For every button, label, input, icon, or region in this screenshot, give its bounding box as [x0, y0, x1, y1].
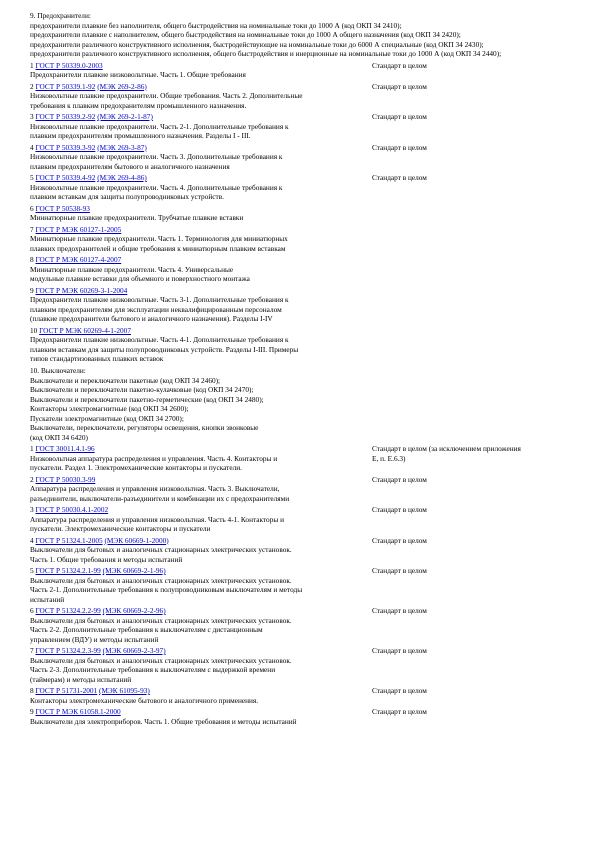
- entry-number: 2: [30, 81, 34, 91]
- status-line: Стандарт в целом: [372, 566, 427, 575]
- status-line: Стандарт в целом: [372, 60, 427, 70]
- entry-description: Низковольтные плавкие предохранители. Общие требования. Часть 2. Дополнительные: [30, 91, 303, 100]
- entry-header: [30, 173, 370, 183]
- intro-line: (код ОКП 34 6420): [30, 432, 88, 442]
- standard-link[interactable]: ГОСТ Р 50339.1-92: [35, 81, 96, 91]
- status-line: Стандарт в целом: [372, 505, 427, 514]
- standard-entry: [30, 225, 566, 254]
- status-line: Стандарт в целом (за исключением приложения: [372, 444, 521, 453]
- iec-reference-link[interactable]: (МЭК 60669-2-3-97): [102, 646, 166, 655]
- status-line: Стандарт в целом: [372, 142, 427, 152]
- standard-link[interactable]: ГОСТ Р 50030.4.1-2002: [35, 505, 109, 514]
- entry-header: [30, 606, 370, 616]
- intro-line: Выключатели и переключатели пакетно-герметические (код ОКП 34 2480);: [30, 394, 264, 404]
- status-line: Стандарт в целом: [372, 686, 427, 695]
- entry-header: [30, 646, 370, 656]
- entry-description: Выключатели для бытовых и аналогичных стационарных электрических установок.: [30, 655, 292, 665]
- entry-main: [30, 326, 370, 364]
- entry-description: Часть 2-3. Дополнительные требования к выключателям с выдержкой времени: [30, 665, 276, 674]
- standard-link[interactable]: ГОСТ Р 51324.2.3-99: [35, 646, 101, 655]
- entry-number: 2: [30, 474, 34, 484]
- entry-status: [370, 566, 566, 604]
- standard-entry: [30, 112, 566, 141]
- entry-description: пускатели. Электромеханические контакторы и пускатели: [30, 524, 211, 533]
- entry-number: 6: [30, 203, 34, 213]
- intro-line: предохранители различного конструктивного исполнения, быстродействующие на номинальные токи до 6000 А специальные (код ОКП 34 2430);: [30, 39, 484, 49]
- entry-description: плавким предохранителям промышленного назначения. Разделы I - III.: [30, 131, 251, 140]
- status-line: Стандарт в целом: [372, 173, 427, 182]
- entry-description: требования к плавким предохранителям промышленного назначения.: [30, 100, 247, 110]
- iec-reference-link[interactable]: (МЭК 269-2-1-87): [97, 112, 153, 121]
- entry-description: плавких предохранителей и общие требования к миниатюрным плавким вставкам: [30, 243, 286, 253]
- iec-reference-link[interactable]: (МЭК 60669-2-2-96): [102, 606, 166, 615]
- entry-main: [30, 566, 370, 604]
- standard-entry: [30, 255, 566, 284]
- entry-number: 8: [30, 686, 34, 695]
- standard-link[interactable]: ГОСТ Р 50538-93: [35, 203, 90, 213]
- entry-status: [370, 475, 566, 504]
- status-line: Стандарт в целом: [372, 606, 427, 615]
- entry-description: Низковольтные плавкие предохранители. Часть 4. Дополнительные требования к: [30, 182, 283, 192]
- entry-header: [30, 225, 370, 235]
- entry-description: модульные плавкие вставки для объемного и поверхностного монтажа: [30, 274, 250, 283]
- intro-line: предохранители плавкие без наполнителя, общего быстродействия на номинальные токи до 1000 А (код ОКП 34 2410);: [30, 20, 402, 30]
- entry-header: [30, 326, 370, 336]
- status-line: Стандарт в целом: [372, 81, 427, 91]
- standard-link[interactable]: ГОСТ Р МЭК 60269-3-1-2004: [35, 285, 128, 295]
- entry-description: управлением (ВДУ) и методы испытаний: [30, 634, 159, 644]
- entry-status: [370, 225, 566, 254]
- iec-reference-link[interactable]: (МЭК 269-3-87): [97, 142, 147, 152]
- entry-main: [30, 204, 370, 223]
- entry-main: [30, 606, 370, 644]
- entry-header: [30, 707, 370, 717]
- entry-description: (плавкие предохранители бытового и аналогичного назначения). Разделы I-IV: [30, 314, 273, 323]
- entry-description: плавким вставкам для защиты полупроводниковых устройств. Разделы I-III. Примеры: [30, 344, 299, 354]
- entry-header: [30, 444, 370, 454]
- entry-status: [370, 112, 566, 141]
- entry-number: 5: [30, 173, 34, 182]
- entry-main: [30, 536, 370, 565]
- entry-description: разъединители, выключатели-разъединители и комбинации их с предохранителями: [30, 493, 290, 503]
- entry-header: [30, 82, 370, 92]
- entry-main: [30, 475, 370, 504]
- standard-link[interactable]: ГОСТ 30011.4.1-96: [35, 444, 95, 453]
- intro-line: 9. Предохранители:: [30, 11, 91, 20]
- entry-number: 9: [30, 707, 34, 716]
- standard-entry: [30, 505, 566, 534]
- section-1: [30, 11, 566, 364]
- status-line: Стандарт в целом: [372, 646, 427, 655]
- entry-description: Предохранители плавкие низковольтные. Часть 3-1. Дополнительные требования к: [30, 295, 289, 304]
- entry-status: [370, 61, 566, 80]
- entry-status: [370, 444, 566, 473]
- status-line: Стандарт в целом: [372, 474, 427, 484]
- entry-description: Часть 2-1. Дополнительные требования к полупроводниковым выключателям и методы: [30, 585, 303, 594]
- entry-header: [30, 686, 370, 696]
- entry-number: 8: [30, 255, 34, 264]
- entry-number: 7: [30, 224, 34, 234]
- section-intro: [30, 11, 566, 59]
- entry-header: [30, 475, 370, 485]
- entry-description: Аппаратура распределения и управления низковольтная. Часть 3. Выключатели,: [30, 484, 280, 493]
- entry-number: 4: [30, 535, 34, 545]
- entry-main: [30, 112, 370, 141]
- entry-description: типов стандартизованных плавких вставок: [30, 354, 164, 363]
- standard-entry: [30, 707, 566, 726]
- intro-line: 10. Выключатели:: [30, 366, 86, 375]
- entry-number: 9: [30, 285, 34, 295]
- entry-status: [370, 646, 566, 684]
- standard-link[interactable]: ГОСТ Р 51324.2.1-99: [35, 566, 101, 575]
- intro-line: Пускатели электромагнитные (код ОКП 34 2700);: [30, 413, 184, 423]
- entry-description: Часть 1. Общие требования и методы испытаний: [30, 554, 183, 564]
- entry-status: [370, 536, 566, 565]
- entry-number: 7: [30, 646, 34, 655]
- section-2: [30, 366, 566, 726]
- entry-status: [370, 82, 566, 111]
- status-line: Е, п. Е.6.3): [372, 453, 406, 463]
- entry-description: Выключатели для бытовых и аналогичных стационарных электрических установок.: [30, 545, 292, 554]
- entry-description: Часть 2-2. Дополнительные требования к выключателям с дистанционным: [30, 625, 263, 634]
- standard-link[interactable]: ГОСТ Р 50339.3-92: [35, 142, 96, 152]
- entry-header: [30, 204, 370, 214]
- standard-entry: [30, 82, 566, 111]
- standard-link[interactable]: ГОСТ Р 51731-2001: [35, 686, 98, 695]
- entry-main: [30, 173, 370, 202]
- status-line: Стандарт в целом: [372, 535, 427, 545]
- standard-entry: [30, 326, 566, 364]
- entry-status: [370, 505, 566, 534]
- intro-line: предохранители плавкие с наполнителем, общего быстродействия на номинальные токи до 1000 А общего назначения (код ОКП 34 2420);: [30, 30, 461, 39]
- entry-main: [30, 646, 370, 684]
- entry-description: Выключатели для бытовых и аналогичных стационарных электрических установок.: [30, 575, 292, 585]
- iec-reference-link[interactable]: (МЭК 60669-1-2000): [104, 535, 169, 545]
- entry-status: [370, 286, 566, 324]
- entry-description: Низковольтные плавкие предохранители. Часть 2-1. Дополнительные требования к: [30, 121, 289, 131]
- iec-reference-link[interactable]: (МЭК 269-2-86): [97, 81, 147, 91]
- standard-link[interactable]: ГОСТ Р МЭК 60127-4-2007: [35, 255, 122, 264]
- intro-line: Выключатели, переключатели, регуляторы освещения, кнопки звонковые: [30, 423, 259, 432]
- standard-link[interactable]: ГОСТ Р 50339.2-92: [35, 112, 96, 121]
- entry-status: [370, 326, 566, 364]
- entry-description: плавким предохранителям бытового и аналогичного назначения: [30, 161, 230, 171]
- intro-line: Выключатели и переключатели пакетные (код ОКП 34 2460);: [30, 375, 221, 385]
- standard-entry: [30, 173, 566, 202]
- entry-description: (таймерам) и методы испытаний: [30, 674, 132, 684]
- entry-header: [30, 566, 370, 576]
- entry-description: Предохранители плавкие низковольтные. Часть 4-1. Дополнительные требования к: [30, 335, 289, 344]
- entry-status: [370, 686, 566, 705]
- standard-link[interactable]: ГОСТ Р 51324.1-2005: [35, 535, 103, 545]
- entry-description: Низковольтная аппаратура распределения и управления. Часть 4. Контакторы и: [30, 453, 278, 463]
- entry-description: Миниатюрные плавкие предохранители. Часть 1. Терминология для миниатюрных: [30, 234, 288, 243]
- entry-header: [30, 143, 370, 153]
- status-line: Стандарт в целом: [372, 112, 427, 121]
- entry-description: Выключатели для электроприборов. Часть 1. Общие требования и методы испытаний: [30, 716, 297, 726]
- standard-link[interactable]: ГОСТ Р МЭК 61058.1-2000: [35, 707, 121, 716]
- intro-line: Выключатели и переключатели пакетно-кулачковые (код ОКП 34 2470);: [30, 385, 254, 394]
- entry-description: Низковольтные плавкие предохранители. Часть 3. Дополнительные требования к: [30, 152, 283, 161]
- entry-description: пускатели. Раздел 1. Электромеханические контакторы и пускатели.: [30, 463, 242, 472]
- entry-status: [370, 143, 566, 172]
- entry-status: [370, 255, 566, 284]
- entry-main: [30, 61, 370, 80]
- standard-entry: [30, 686, 566, 705]
- entry-description: Контакторы электромеханические бытового и аналогичного применения.: [30, 695, 259, 705]
- entry-description: Предохранители плавкие низковольтные. Часть 1. Общие требования: [30, 70, 246, 79]
- entry-status: [370, 606, 566, 644]
- entry-main: [30, 255, 370, 284]
- standard-link[interactable]: ГОСТ Р 50339.0-2003: [35, 60, 103, 70]
- entry-number: 4: [30, 142, 34, 152]
- entry-header: [30, 286, 370, 296]
- entry-description: Миниатюрные плавкие предохранители. Часть 4. Универсальные: [30, 264, 234, 274]
- standard-link[interactable]: ГОСТ Р МЭК 60269-4-1-2007: [39, 325, 131, 335]
- entry-header: [30, 61, 370, 71]
- standard-link[interactable]: ГОСТ Р 50339.4-92: [35, 173, 96, 182]
- standard-entry: [30, 204, 566, 223]
- entry-header: [30, 505, 370, 515]
- entry-main: [30, 505, 370, 534]
- entry-description: плавким предохранителям для эксплуатации неквалифицированным персоналом: [30, 304, 282, 314]
- entry-number: 1: [30, 60, 34, 70]
- entry-description: Аппаратура распределения и управления низковольтная. Часть 4-1. Контакторы и: [30, 514, 284, 524]
- entry-number: 1: [30, 444, 34, 453]
- entry-description: Миниатюрные плавкие предохранители. Трубчатые плавкие вставки: [30, 213, 244, 222]
- entry-header: [30, 255, 370, 265]
- standard-entry: [30, 286, 566, 324]
- entry-header: [30, 536, 370, 546]
- iec-reference-link[interactable]: (МЭК 269-4-86): [97, 173, 147, 182]
- intro-line: Контакторы электромагнитные (код ОКП 34 2600);: [30, 404, 189, 413]
- entry-number: 3: [30, 505, 34, 514]
- standard-entry: [30, 475, 566, 504]
- entry-main: [30, 286, 370, 324]
- document-page: [30, 11, 566, 729]
- entry-number: 5: [30, 566, 34, 575]
- entry-main: [30, 225, 370, 254]
- entry-header: [30, 112, 370, 122]
- standard-entry: [30, 536, 566, 565]
- standard-link[interactable]: ГОСТ Р МЭК 60127-1-2005: [35, 224, 122, 234]
- standard-link[interactable]: ГОСТ Р 51324.2.2-99: [35, 606, 101, 615]
- entry-description: испытаний: [30, 594, 65, 604]
- iec-reference-link[interactable]: (МЭК 60669-2-1-96): [102, 566, 166, 575]
- intro-line: предохранители различного конструктивного исполнения, общего быстродействия и инерционные на номинальные токи до 1000 А (код ОКП 34 2440);: [30, 49, 502, 58]
- standard-entry: [30, 143, 566, 172]
- entry-status: [370, 173, 566, 202]
- entry-number: 3: [30, 112, 34, 121]
- entry-status: [370, 707, 566, 726]
- entry-description: плавким вставкам для защиты полупроводниковых устройств.: [30, 192, 224, 201]
- standard-link[interactable]: ГОСТ Р 50030.3-99: [35, 474, 96, 484]
- standard-entry: [30, 444, 566, 473]
- entry-number: 6: [30, 606, 34, 615]
- entry-status: [370, 204, 566, 223]
- standard-entry: [30, 61, 566, 80]
- entry-main: [30, 143, 370, 172]
- entry-main: [30, 707, 370, 726]
- standard-entry: [30, 566, 566, 604]
- section-intro: [30, 366, 566, 442]
- status-line: Стандарт в целом: [372, 707, 427, 716]
- standard-entry: [30, 646, 566, 684]
- iec-reference-link[interactable]: (МЭК 61095-93): [99, 686, 150, 695]
- standard-entry: [30, 606, 566, 644]
- entry-main: [30, 686, 370, 705]
- entry-description: Выключатели для бытовых и аналогичных стационарных электрических установок.: [30, 615, 292, 625]
- entry-main: [30, 444, 370, 473]
- entry-number: 10: [30, 325, 38, 335]
- entry-main: [30, 82, 370, 111]
